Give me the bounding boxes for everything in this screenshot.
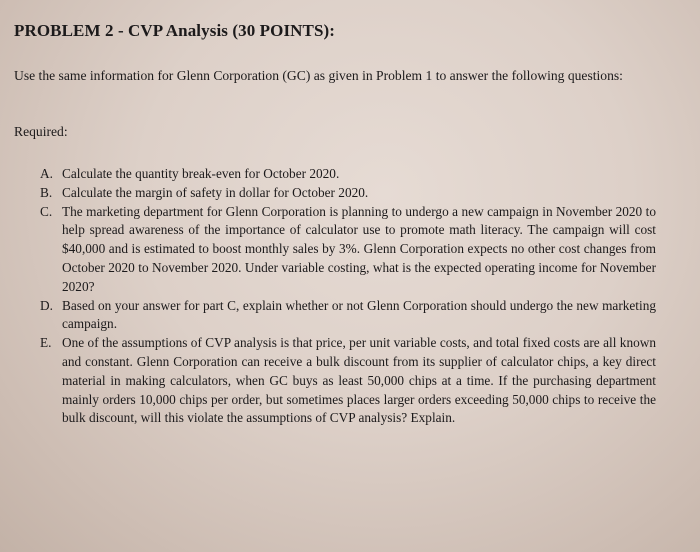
required-label: Required:: [14, 124, 68, 139]
question-c: [40, 203, 656, 297]
question-text: One of the assumptions of CVP analysis is that price, per unit variable costs, and total fixed costs are all known and constant. Glenn Corporation can receive a bulk discount from its supplier of calculator chips, a key direct material in making calculators, when GC buys as least 50,000 chips at a time. If the purchasing department mainly orders 10,000 chips per order, but sometimes places larger orders exceeding 50,000 chips to receive the bulk discount, will this violate the assumptions of CVP analysis? Explain.: [62, 335, 656, 426]
question-letter: C.: [40, 203, 53, 219]
question-letter: B.: [40, 184, 53, 200]
question-text: Based on your answer for part C, explain whether or not Glenn Corporation should undergo the new marketing campaign.: [62, 297, 656, 332]
question-text: Calculate the quantity break-even for October 2020.: [62, 166, 340, 181]
question-d: [40, 297, 656, 335]
question-letter: D.: [40, 297, 53, 313]
intro-paragraph: Use the same information for Glenn Corporation (GC) as given in Problem 1 to answer the following questions:: [14, 68, 623, 83]
question-text: Calculate the margin of safety in dollar for October 2020.: [62, 184, 369, 200]
question-e: [40, 334, 656, 428]
problem-title: PROBLEM 2 - CVP Analysis (30 POINTS):: [14, 21, 336, 40]
question-letter: A.: [40, 166, 53, 181]
question-a: [40, 165, 656, 184]
question-text: The marketing department for Glenn Corporation is planning to undergo a new campaign in November 2020 to help spread awareness of the importance of calculator use to promote math literacy. The campaign will cost $40,000 and is estimated to boost monthly sales by 3%. Glenn Corporation expects no other cost changes from October 2020 to November 2020. Under variable costing, what is the expected operating income for November 2020?: [62, 203, 656, 294]
question-letter: E.: [40, 335, 52, 351]
question-b: [40, 184, 656, 203]
question-list: [40, 165, 656, 428]
